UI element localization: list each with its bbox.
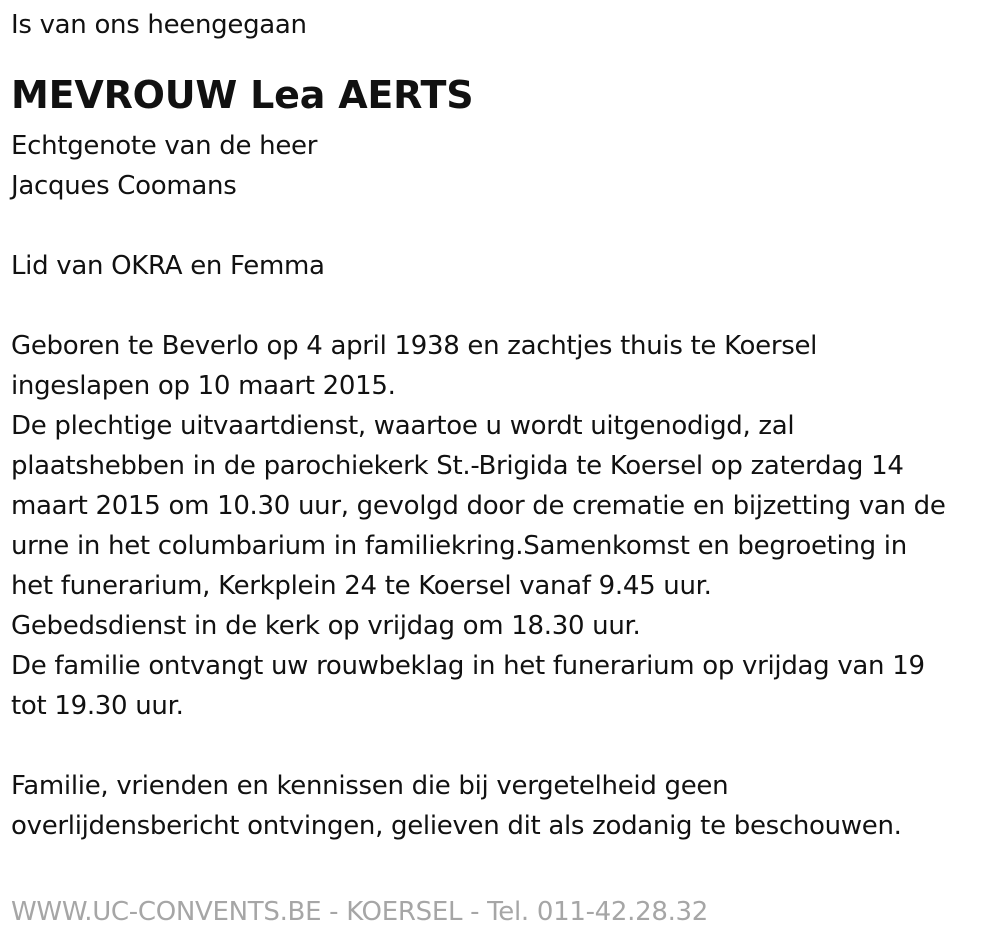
notice-intro: Is van ons heengegaan xyxy=(11,10,307,40)
spouse-line: Echtgenote van de heer xyxy=(11,131,318,161)
spouse-line: Jacques Coomans xyxy=(11,171,237,201)
body-line: Geboren te Beverlo op 4 april 1938 en zachtjes thuis te Koersel xyxy=(11,331,818,361)
deceased-name: MEVROUW Lea AERTS xyxy=(11,73,474,117)
spouse-block xyxy=(11,126,991,206)
body-line: plaatshebben in de parochiekerk St.-Brigida te Koersel op zaterdag 14 xyxy=(11,451,904,481)
body-line: De plechtige uitvaartdienst, waartoe u wordt uitgenodigd, zal xyxy=(11,411,795,441)
membership-line: Lid van OKRA en Femma xyxy=(11,251,325,281)
closing-line: overlijdensbericht ontvingen, gelieven dit als zodanig te beschouwen. xyxy=(11,811,902,841)
body-line: urne in het columbarium in familiekring.Samenkomst en begroeting in xyxy=(11,531,907,561)
closing-block xyxy=(11,766,991,846)
closing-line: Familie, vrienden en kennissen die bij vergetelheid geen xyxy=(11,771,729,801)
body-line: Gebedsdienst in de kerk op vrijdag om 18.30 uur. xyxy=(11,611,641,641)
spacer xyxy=(11,286,991,326)
notice-body xyxy=(11,326,991,726)
death-notice xyxy=(11,0,991,846)
body-line: tot 19.30 uur. xyxy=(11,691,184,721)
spacer xyxy=(11,726,991,766)
footer-contact: WWW.UC-CONVENTS.BE - KOERSEL - Tel. 011-42.28.32 xyxy=(11,897,709,927)
body-line: maart 2015 om 10.30 uur, gevolgd door de crematie en bijzetting van de xyxy=(11,491,946,521)
spacer xyxy=(11,206,991,246)
body-line: het funerarium, Kerkplein 24 te Koersel vanaf 9.45 uur. xyxy=(11,571,712,601)
body-line: De familie ontvangt uw rouwbeklag in het funerarium op vrijdag van 19 xyxy=(11,651,925,681)
body-line: ingeslapen op 10 maart 2015. xyxy=(11,371,396,401)
